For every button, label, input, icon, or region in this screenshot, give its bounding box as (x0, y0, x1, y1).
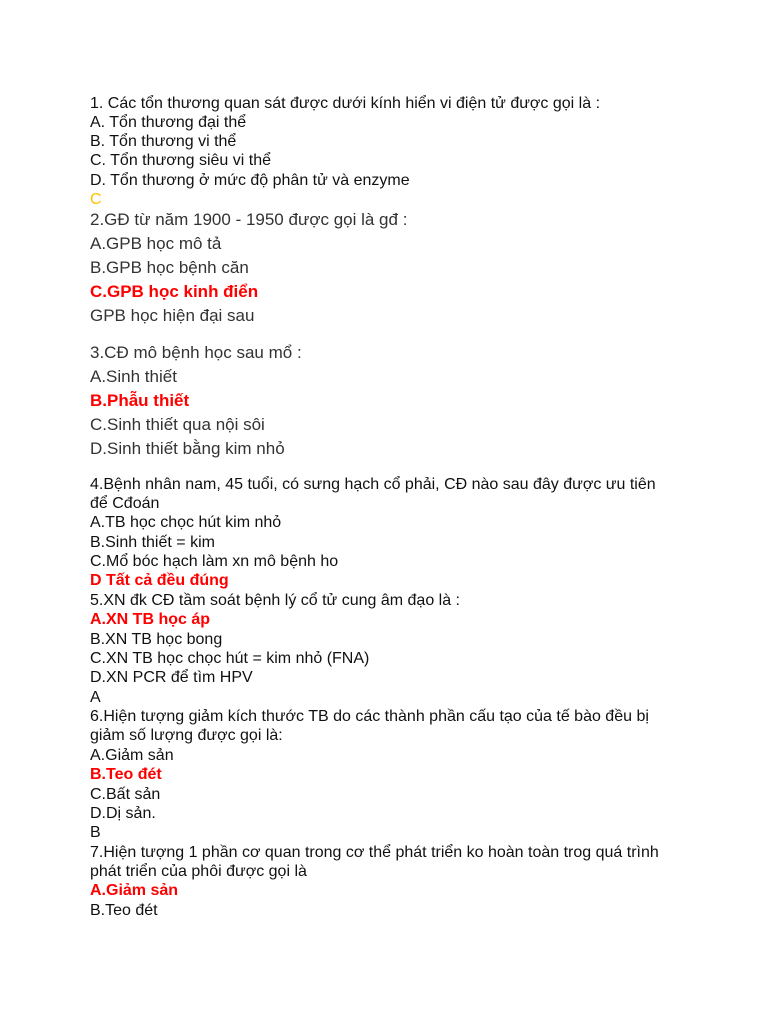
question-6-line-1: 6.Hiện tượng giảm kích thước TB do các thành phần cấu tạo của tế bào đều bị (90, 708, 649, 725)
q7-answer: A.Giảm sản (90, 882, 179, 899)
q1-option-a: A. Tổn thương đại thể (90, 114, 247, 131)
q4-option-c: C.Mổ bóc hạch làm xn mô bệnh ho (90, 553, 339, 570)
q4-option-b: B.Sinh thiết = kim (90, 534, 215, 551)
q6-option-d: D.Dị sản. (90, 805, 156, 822)
question-7-line-2: phát triển của phôi được gọi là (90, 863, 307, 880)
q1-option-b: B. Tổn thương vi thể (90, 133, 237, 150)
q7-option-b: B.Teo đét (90, 902, 158, 919)
q2-answer: C.GPB học kinh điển (90, 282, 259, 301)
question-3: 3.CĐ mô bệnh học sau mổ : (90, 343, 302, 362)
question-7-line-1: 7.Hiện tượng 1 phần cơ quan trong cơ thể phát triển ko hoàn toàn trog quá trình (90, 844, 659, 861)
q4-option-a: A.TB học chọc hút kim nhỏ (90, 514, 282, 531)
q3-option-a: A.Sinh thiết (90, 367, 177, 386)
q5-option-b: B.XN TB học bong (90, 631, 223, 648)
q4-answer: D Tất cả đều đúng (90, 572, 229, 589)
q3-answer: B.Phẫu thiết (90, 391, 190, 410)
question-4-line-2: để Cđoán (90, 495, 160, 512)
question-6-line-2: giảm số lượng được gọi là: (90, 727, 283, 744)
q2-option-b: B.GPB học bệnh căn (90, 258, 249, 277)
q5-option-c: C.XN TB học chọc hút = kim nhỏ (FNA) (90, 650, 370, 667)
q1-answer: C (90, 191, 102, 208)
q5-answer: A.XN TB học áp (90, 611, 211, 628)
question-2: 2.GĐ từ năm 1900 - 1950 được gọi là gđ : (90, 210, 408, 229)
q3-option-c: C.Sinh thiết qua nội sôi (90, 415, 265, 434)
question-5: 5.XN đk CĐ tầm soát bệnh lý cổ tử cung âm đạo là : (90, 592, 460, 609)
q2-note: GPB học hiện đại sau (90, 306, 255, 325)
q1-option-d: D. Tổn thương ở mức độ phân tử và enzyme (90, 172, 410, 189)
question-4-line-1: 4.Bệnh nhân nam, 45 tuổi, có sưng hạch cổ phải, CĐ nào sau đây được ưu tiên (90, 476, 656, 493)
q5-answer-letter: A (90, 689, 101, 706)
q6-option-c: C.Bất sản (90, 786, 161, 803)
q6-answer: B.Teo đét (90, 766, 162, 783)
q6-answer-letter: B (90, 824, 101, 841)
q1-option-c: C. Tổn thương siêu vi thể (90, 152, 271, 169)
q6-option-a: A.Giảm sản (90, 747, 174, 764)
question-1: 1. Các tổn thương quan sát được dưới kính hiển vi điện tử được gọi là : (90, 95, 601, 112)
q5-option-d: D.XN PCR để tìm HPV (90, 669, 253, 686)
q2-option-a: A.GPB học mô tả (90, 234, 222, 253)
q3-option-d: D.Sinh thiết bằng kim nhỏ (90, 439, 285, 458)
